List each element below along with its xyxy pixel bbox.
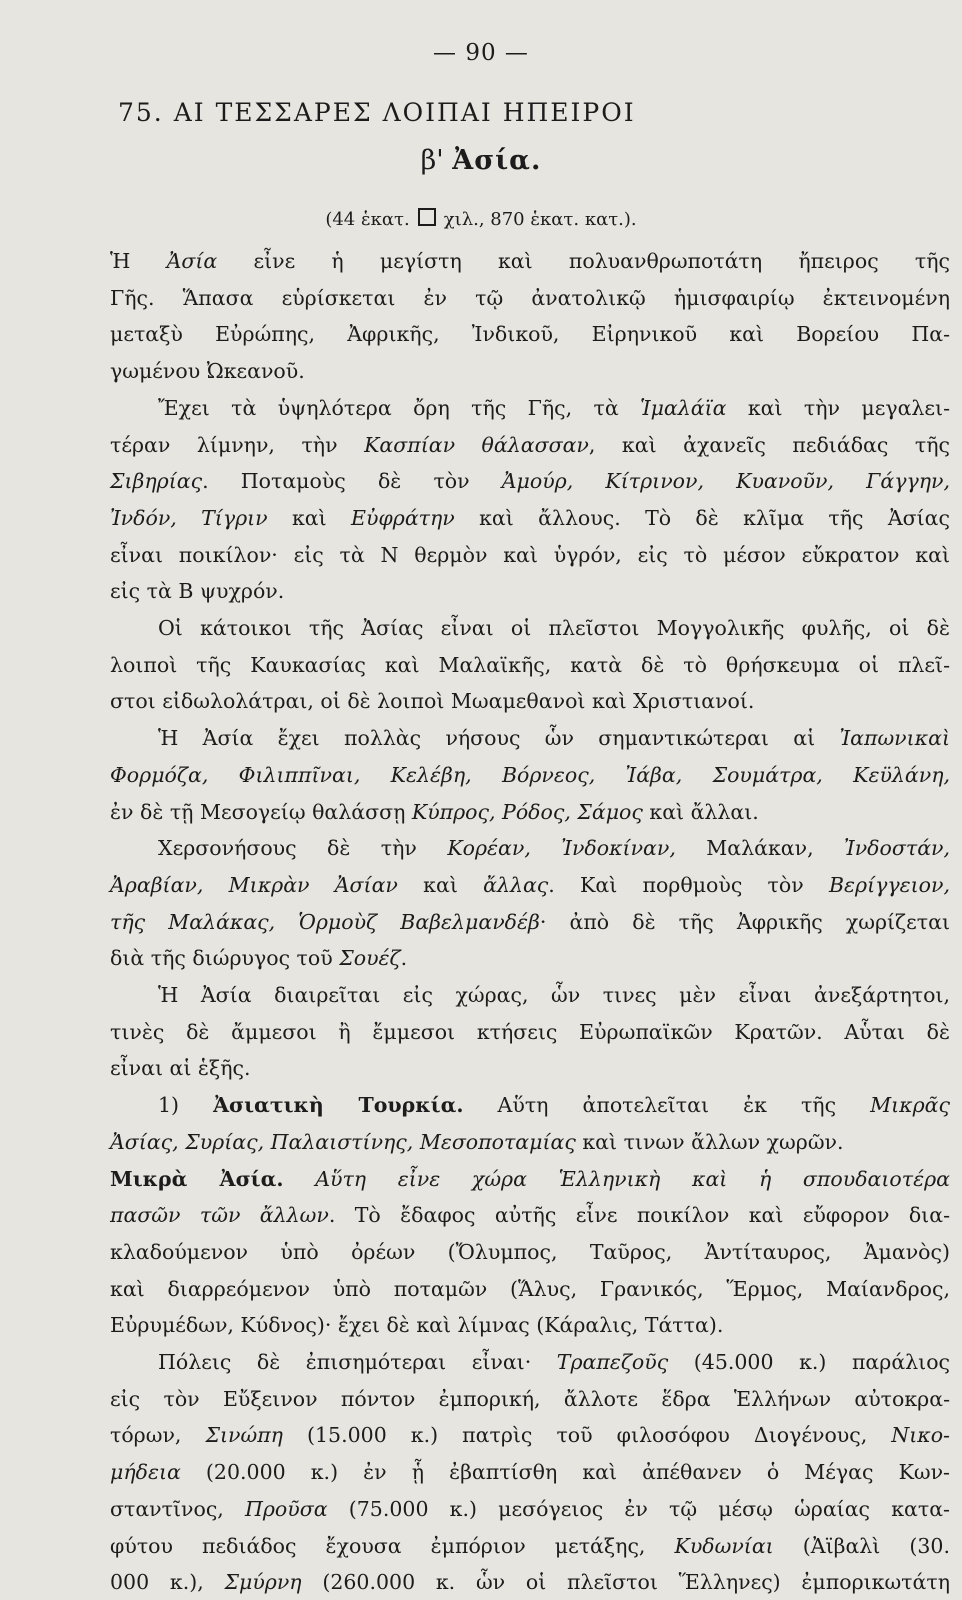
text-line: [110, 463, 950, 499]
text-run: (45.000 κ.) παράλιος: [668, 1350, 951, 1374]
italic-text: Σμύρνη: [224, 1570, 302, 1595]
text-run: Εὐρυμέδων, Κύδνος)· ἔχει δὲ καὶ λίμνας (Κάραλις, Τάττα).: [110, 1313, 724, 1338]
text-run: στοι εἰδωλολάτραι, οἱ δὲ λοιποὶ Μωαμεθανοὶ καὶ Χριστιανοί.: [110, 689, 755, 714]
subtitle-numeral: β': [420, 145, 444, 176]
text-run: (20.000 κ.) ἐν ᾗ ἐβαπτίσθη καὶ ἀπέθανεν ὁ Μέγας Κων-: [180, 1460, 950, 1485]
text-run: γωμένου Ὠκεανοῦ.: [110, 359, 305, 384]
subtitle: [0, 145, 962, 176]
text-run: Οἱ κάτοικοι τῆς Ἀσίας εἶναι οἱ πλεῖστοι Μογγολικῆς φυλῆς, οἱ δὲ: [158, 616, 950, 640]
text-line: [110, 427, 950, 463]
italic-text: μήδεια: [110, 1460, 181, 1485]
italic-text: Φορμόζα, Φιλιππῖναι, Κελέβη, Βόρνεος, Ἰάβα, Σουμάτρα, Κεϋλάνη,: [110, 762, 950, 787]
italic-text: Κασπίαν θάλασσαν: [364, 432, 589, 457]
text-run: . Τὸ ἔδαφος αὐτῆς εἶνε ποικίλον καὶ εὔφορον δια-: [328, 1203, 950, 1228]
text-run: Γῆς. Ἅπασα εὑρίσκεται ἐν τῷ ἀνατολικῷ ἡμισφαιρίῳ ἐκτεινομένη: [110, 285, 950, 310]
text-run: Μαλάκαν,: [675, 836, 845, 861]
text-run: , καὶ ἀχανεῖς πεδιάδας τῆς: [588, 432, 950, 457]
italic-text: Ἰνδόν, Τίγριν: [110, 505, 268, 530]
text-line: [110, 280, 950, 316]
italic-text: Τραπεζοῦς: [556, 1350, 669, 1374]
text-run: εἶναι ποικίλον· εἰς τὰ Ν θερμὸν καὶ ὑγρόν, εἰς τὸ μέσον εὔκρατον καὶ: [110, 542, 950, 567]
text-line: [110, 1234, 950, 1270]
italic-text: ἄλλας: [483, 872, 549, 897]
text-line: [110, 1528, 950, 1564]
text-line: [110, 904, 950, 940]
text-line: [110, 1454, 950, 1490]
italic-text: Ἀραβίαν, Μικρὰν Ἀσίαν: [110, 872, 398, 897]
text-run: .: [400, 946, 408, 971]
text-run: Ἔχει τὰ ὑψηλότερα ὄρη τῆς Γῆς, τὰ: [158, 395, 641, 420]
text-run: [284, 1167, 316, 1191]
text-line: [110, 1161, 950, 1197]
text-line: [110, 647, 950, 683]
text-run: φύτου πεδιάδος ἔχουσα ἐμπόριον μετάξης,: [110, 1533, 675, 1558]
italic-text: Εὐφράτην: [351, 505, 455, 530]
text-line: [110, 1197, 950, 1233]
bold-text: Ἀσιατικὴ Τουρκία.: [213, 1093, 464, 1118]
text-run: (Ἀϊβαλὶ (30.: [773, 1533, 950, 1558]
text-line: [158, 830, 950, 866]
italic-text: πασῶν τῶν ἄλλων: [110, 1203, 329, 1228]
italic-text: Βερίγγειον,: [828, 872, 950, 897]
italic-text: Ἰνδοστάν,: [844, 836, 951, 861]
text-line: [110, 500, 950, 536]
text-run: (15.000 κ.) πατρὶς τοῦ φιλοσόφου Διογένους,: [282, 1423, 892, 1448]
text-run: μεταξὺ Εὐρώπης, Ἀφρικῆς, Ἰνδικοῦ, Εἰρηνικοῦ καὶ Βορείου Πα-: [110, 322, 950, 347]
text-line: [110, 794, 950, 830]
italic-text: Μικρᾶς: [870, 1093, 950, 1118]
text-line: [110, 683, 950, 719]
text-line: [158, 610, 950, 646]
text-line: [158, 390, 950, 426]
text-run: διὰ τῆς διώρυγος τοῦ: [110, 946, 340, 971]
text-run: Ἡ: [110, 249, 167, 273]
text-line: [110, 537, 950, 573]
text-line: [110, 1050, 950, 1086]
text-line: [110, 1417, 950, 1453]
text-run: καὶ: [397, 872, 484, 897]
text-run: καὶ: [267, 505, 351, 530]
italic-text: Προῦσα: [245, 1496, 328, 1521]
text-line: [110, 1014, 950, 1050]
text-line: [110, 573, 950, 609]
bold-text: Μικρὰ Ἀσία.: [110, 1166, 284, 1191]
text-line: [158, 977, 950, 1013]
text-run: 000 κ.),: [110, 1570, 225, 1595]
italic-text: Νικο-: [891, 1423, 950, 1448]
italic-text: Σιβηρίας: [110, 469, 203, 494]
italic-text: Ἰαπωνικαὶ: [839, 726, 950, 751]
text-run: τινὲς δὲ ἄμμεσοι ἢ ἔμμεσοι κτήσεις Εὐρωπαϊκῶν Κρατῶν. Αὗται δὲ: [110, 1019, 950, 1044]
text-run: κλαδούμενον ὑπὸ ὀρέων (Ὄλυμπος, Ταῦρος, Ἀντίταυρος, Ἀμανὸς): [110, 1239, 950, 1264]
text-line: [110, 867, 950, 903]
text-run: καὶ ἄλλους. Τὸ δὲ κλῖμα τῆς Ἀσίας: [454, 505, 950, 530]
text-run: Χερσονήσους δὲ τὴν: [158, 836, 448, 861]
text-run: καὶ τὴν μεγαλει-: [726, 395, 951, 420]
text-line: [110, 1381, 950, 1417]
italic-text: Ἀμούρ, Κίτρινον, Κυανοῦν, Γάγγην,: [501, 469, 950, 494]
text-run: καὶ τινων ἄλλων χωρῶν.: [575, 1129, 844, 1154]
text-line: [158, 1087, 950, 1123]
measure-before: (44 ἑκατ.: [325, 209, 410, 230]
text-run: (75.000 κ.) μεσόγειος ἐν τῷ μέσῳ ὡραίας κατα-: [327, 1496, 950, 1521]
text-run: Ἡ Ἀσία ἔχει πολλὰς νήσους ὧν σημαντικώτεραι αἱ: [158, 726, 840, 751]
text-line: [158, 1344, 950, 1380]
text-line: [110, 316, 950, 352]
text-run: (260.000 κ. ὧν οἱ πλεῖστοι Ἕλληνες) ἐμπορικωτάτη: [301, 1570, 950, 1595]
text-run: καὶ διαρρεόμενον ὑπὸ ποταμῶν (Ἅλυς, Γρανικός, Ἕρμος, Μαίανδρος,: [110, 1276, 950, 1301]
text-run: Αὕτη ἀποτελεῖται ἐκ τῆς: [463, 1093, 871, 1118]
text-run: . Καὶ πορθμοὺς τὸν: [548, 872, 829, 897]
italic-text: Κυδωνίαι: [674, 1533, 774, 1558]
text-line: [110, 940, 950, 976]
text-run: Πόλεις δὲ ἐπισημότεραι εἶναι·: [158, 1350, 557, 1374]
area-population-note: [0, 208, 962, 230]
italic-text: Ἀσίας, Συρίας, Παλαιστίνης, Μεσοποταμίας: [110, 1129, 576, 1154]
text-line: [110, 1491, 950, 1527]
italic-text: Αὕτη εἶνε χώρα Ἑλληνικὴ καὶ ἡ σπουδαιοτέρα: [315, 1166, 951, 1191]
subtitle-name: Ἀσία.: [452, 145, 542, 176]
text-run: 1): [158, 1093, 214, 1118]
text-line: [110, 1564, 950, 1600]
section-title: 75. ΑΙ ΤΕΣΣΑΡΕΣ ΛΟΙΠΑΙ ΗΠΕΙΡΟΙ: [118, 98, 636, 127]
text-line: [158, 720, 950, 756]
italic-text: Ἱμαλάϊα: [640, 395, 727, 420]
text-line: [110, 1124, 950, 1160]
italic-text: Κορέαν, Ἰνδοκίναν,: [447, 836, 676, 861]
text-run: εἶνε ἡ μεγίστη καὶ πολυανθρωποτάτη ἤπειρος τῆς: [217, 249, 950, 273]
text-line: [110, 1307, 950, 1343]
italic-text: Σουέζ: [339, 946, 401, 971]
text-run: εἰς τὰ Β ψυχρόν.: [110, 579, 285, 604]
italic-text: Σινώπη: [205, 1423, 283, 1448]
text-run: καὶ ἄλλαι.: [642, 799, 759, 824]
text-run: τέραν λίμνην, τὴν: [110, 432, 365, 457]
text-run: τόρων,: [110, 1423, 206, 1448]
text-run: ἐν δὲ τῇ Μεσογείῳ θαλάσσῃ: [110, 799, 412, 824]
text-line: [110, 243, 950, 279]
italic-text: τῆς Μαλάκας, Ὁρμοὺζ Βαβελμανδέβ: [110, 909, 540, 934]
page-number: — 90 —: [433, 40, 529, 66]
text-line: [110, 353, 950, 389]
text-run: Ἡ Ἀσία διαιρεῖται εἰς χώρας, ὧν τινες μὲν εἶναι ἀνεξάρτητοι,: [158, 983, 950, 1007]
measure-after: χιλ., 870 ἑκατ. κατ.).: [443, 209, 637, 230]
text-line: [110, 1271, 950, 1307]
text-run: σταντῖνος,: [110, 1496, 245, 1521]
text-run: εἶναι αἱ ἑξῆς.: [110, 1056, 251, 1081]
text-line: [110, 757, 950, 793]
text-run: · ἀπὸ δὲ τῆς Ἀφρικῆς χωρίζεται: [539, 909, 950, 934]
text-run: . Ποταμοὺς δὲ τὸν: [202, 469, 502, 494]
italic-text: Ἀσία: [166, 249, 218, 273]
text-run: λοιποὶ τῆς Καυκασίας καὶ Μαλαϊκῆς, κατὰ δὲ τὸ θρήσκευμα οἱ πλεῖ-: [110, 652, 950, 677]
square-icon: [418, 208, 436, 226]
text-run: εἰς τὸν Εὔξεινον πόντον ἐμπορική, ἄλλοτε ἕδρα Ἑλλήνων αὐτοκρα-: [110, 1386, 950, 1411]
italic-text: Κύπρος, Ρόδος, Σάμος: [411, 799, 643, 824]
